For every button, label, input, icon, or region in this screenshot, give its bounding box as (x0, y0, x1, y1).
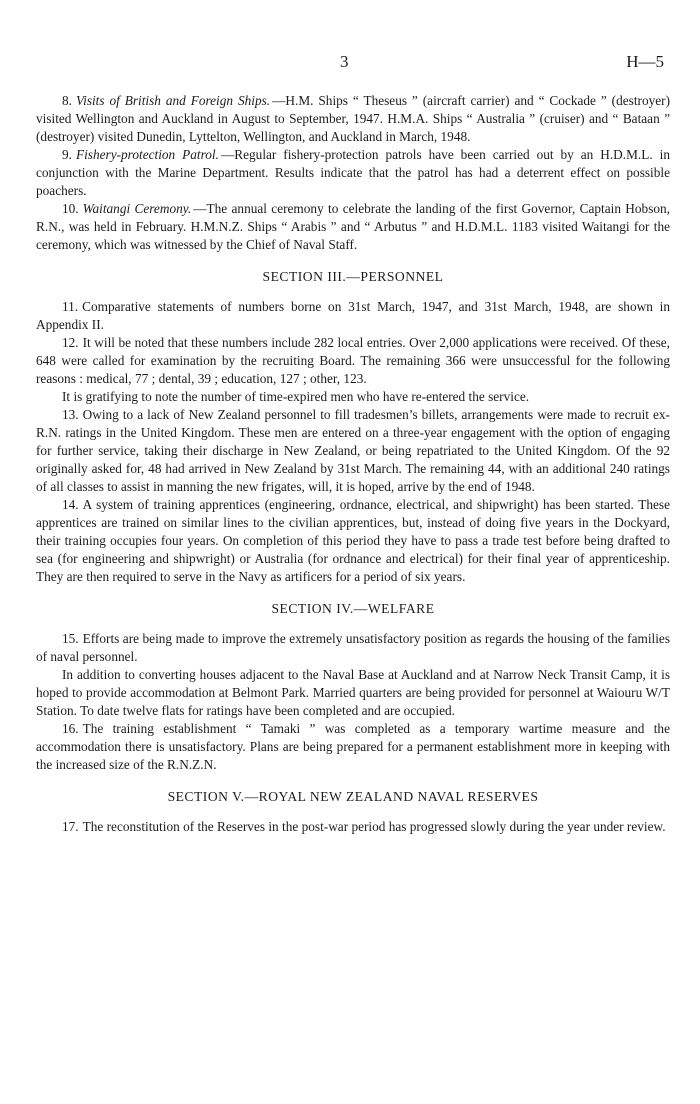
paragraph-text: Efforts are being made to improve the extremely unsatisfactory position as regards the housing of the families of naval personnel. (36, 631, 670, 664)
paragraph-title: Waitangi Ceremony. (82, 201, 192, 216)
paragraph-15 (36, 630, 670, 666)
paragraph-13 (36, 406, 670, 496)
paragraph-text: It is gratifying to note the number of time-expired men who have re-entered the service. (62, 389, 530, 404)
page-code: H—5 (626, 52, 664, 71)
paragraph-text: Owing to a lack of New Zealand personnel to fill tradesmen’s billets, arrangements were made to recruit ex-R.N. ratings in the United Kingdom. These men are entered on a three-year engagement with the option of engaging for further service, taking their discharge in New Zealand, or being repatriated to the United Kingdom. Of the 92 originally asked for, 48 had arrived in New Zealand by 31st March. The remaining 44, with an additional 240 ratings of all classes to assist in manning the new frigates, will, it is hoped, arrive by the end of 1948. (36, 407, 670, 494)
paragraph-number: 11. (62, 299, 79, 314)
paragraph-text: It will be noted that these numbers include 282 local entries. Over 2,000 applications were received. Of these, 648 were called for examination by the recruiting Board. The remaining 366 were unsuccessful for the following reasons : medical, 77 ; dental, 39 ; education, 127 ; other, 123. (36, 335, 670, 386)
paragraph-10 (36, 200, 670, 254)
section-heading-welfare: SECTION IV.—WELFARE (271, 601, 435, 616)
page-number: 3 (340, 52, 349, 71)
paragraph-12-continued (36, 388, 670, 406)
paragraph-number: 17. (62, 819, 79, 834)
paragraph-14 (36, 496, 670, 586)
paragraph-12 (36, 334, 670, 388)
paragraph-text: —Regular fishery-protection patrols have been carried out by an H.D.M.L. in conjunction with the Marine Department. Results indicate that the patrol has had a deterrent effect on possible poachers. (36, 147, 670, 198)
paragraph-15-continued (36, 666, 670, 720)
paragraph-number: 15. (62, 631, 79, 646)
paragraph-number: 16. (62, 721, 79, 736)
paragraph-11 (36, 298, 670, 334)
paragraph-text: In addition to converting houses adjacent to the Naval Base at Auckland and at Narrow Neck Transit Camp, it is hoped to provide accommodation at Belmont Park. Married quarters are being provided for personnel at Waiouru W/T Station. To date twelve flats for ratings have been completed and are occupied. (36, 667, 670, 718)
paragraph-text: Comparative statements of numbers borne on 31st March, 1947, and 31st March, 1948, are shown in Appendix II. (36, 299, 670, 332)
paragraph-9 (36, 146, 670, 200)
paragraph-text: —The annual ceremony to celebrate the landing of the first Governor, Captain Hobson, R.N., was held in February. H.M.N.Z. Ships “ Arabis ” and “ Arbutus ” and H.D.M.L. 1183 visited Waitangi for the ceremony, which was witnessed by the Chief of Naval Staff. (36, 201, 670, 252)
section-heading-personnel: SECTION III.—PERSONNEL (262, 269, 444, 284)
paragraph-text: The reconstitution of the Reserves in the post-war period has progressed slowly during the year under review. (82, 819, 666, 834)
paragraph-8 (36, 92, 670, 146)
paragraph-17 (36, 818, 670, 836)
paragraph-number: 10. (62, 201, 79, 216)
paragraph-text: The training establishment “ Tamaki ” was completed as a temporary wartime measure and the accommodation there is unsatisfactory. Plans are being prepared for a permanent establishment more in keeping with the increased size of the R.N.Z.N. (36, 721, 670, 772)
document-body (36, 92, 670, 836)
paragraph-number: 14. (62, 497, 79, 512)
paragraph-title: Fishery-protection Patrol. (75, 147, 219, 162)
paragraph-number: 9. (62, 147, 72, 162)
paragraph-title: Visits of British and Foreign Ships. (75, 93, 271, 108)
paragraph-number: 13. (62, 407, 79, 422)
section-heading-reserves: SECTION V.—ROYAL NEW ZEALAND NAVAL RESERVES (167, 789, 539, 804)
paragraph-text: A system of training apprentices (engineering, ordnance, electrical, and shipwright) has been started. These apprentices are trained on similar lines to the civilian apprentices, but, instead of doing five years in the Dockyard, their training occupies four years. On completion of this period they have to pass a trade test before being drafted to sea (for engineering and shipwright) or Australia (for ordnance and electrical) for their final year of apprenticeship. They are then required to serve in the Navy as artificers for a period of six years. (36, 497, 670, 584)
paragraph-16 (36, 720, 670, 774)
paragraph-number: 8. (62, 93, 72, 108)
paragraph-number: 12. (62, 335, 79, 350)
paragraph-text: —H.M. Ships “ Theseus ” (aircraft carrier) and “ Cockade ” (destroyer) visited Wellington and Auckland in August to September, 1947. H.M.A. Ships “ Australia ” (cruiser) and “ Bataan ” (destroyer) visited Dunedin, Lyttelton, Wellington, and Auckland in March, 1948. (36, 93, 671, 144)
